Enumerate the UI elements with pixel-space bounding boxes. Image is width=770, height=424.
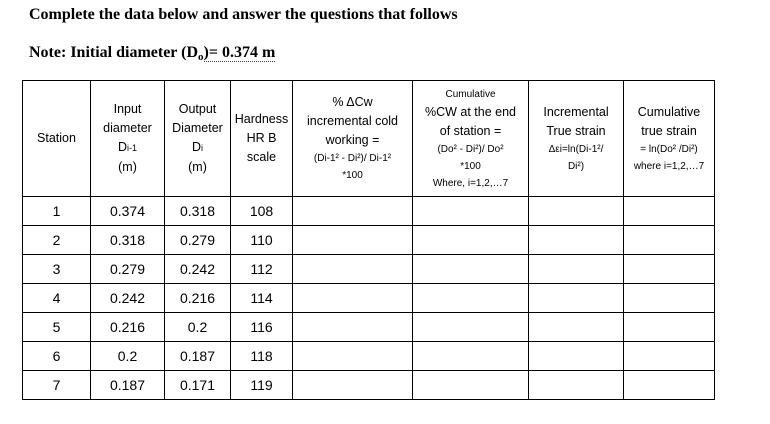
- header-station: Station: [23, 81, 91, 197]
- station-cell: 1: [23, 197, 91, 226]
- header-formula: where i=1,2,…7: [633, 160, 705, 172]
- incremental-cold-working-cell[interactable]: [293, 313, 413, 342]
- hardness-cell: 119: [231, 371, 293, 400]
- note-prefix: Note: Initial diameter (D: [29, 44, 198, 61]
- incremental-cold-working-cell[interactable]: [293, 371, 413, 400]
- header-formula: (Do² - Di²)/ Do²: [437, 143, 504, 155]
- hardness-cell: 114: [231, 284, 293, 313]
- incremental-cold-working-cell[interactable]: [293, 255, 413, 284]
- header-text: Cumulative: [637, 104, 701, 119]
- header-text: D: [117, 140, 127, 154]
- cumulative-cold-working-cell[interactable]: [413, 313, 529, 342]
- table-row: [23, 313, 715, 342]
- header-text: D: [191, 140, 202, 154]
- incremental-true-strain-cell[interactable]: [529, 313, 624, 342]
- header-hardness: [231, 81, 293, 197]
- header-text: scale: [246, 150, 277, 164]
- cumulative-true-strain-cell[interactable]: [624, 197, 715, 226]
- output-diameter-cell: 0.318: [165, 197, 231, 226]
- header-cumulative-true-strain: [624, 81, 715, 197]
- header-formula: *100: [460, 160, 481, 172]
- station-cell: 3: [23, 255, 91, 284]
- output-diameter-cell: 0.187: [165, 342, 231, 371]
- header-text: Cumulative: [445, 88, 496, 100]
- cumulative-cold-working-cell[interactable]: [413, 284, 529, 313]
- table-row: [23, 255, 715, 284]
- header-subscript: i: [201, 143, 204, 153]
- cumulative-true-strain-cell[interactable]: [624, 342, 715, 371]
- cumulative-true-strain-cell[interactable]: [624, 371, 715, 400]
- header-text: True strain: [546, 123, 606, 138]
- incremental-cold-working-cell[interactable]: [293, 284, 413, 313]
- hardness-cell: 118: [231, 342, 293, 371]
- cumulative-cold-working-cell[interactable]: [413, 197, 529, 226]
- header-text: Incremental: [543, 104, 609, 119]
- header-incremental-cold-working: [293, 81, 413, 197]
- data-table: [22, 80, 715, 400]
- cumulative-cold-working-cell[interactable]: [413, 226, 529, 255]
- note-subscript: o: [198, 51, 204, 63]
- header-formula: Di²): [567, 160, 585, 172]
- incremental-true-strain-cell[interactable]: [529, 226, 624, 255]
- hardness-cell: 116: [231, 313, 293, 342]
- table-row: [23, 226, 715, 255]
- station-cell: 6: [23, 342, 91, 371]
- incremental-cold-working-cell[interactable]: [293, 226, 413, 255]
- header-text: Output: [178, 102, 217, 116]
- cumulative-true-strain-cell[interactable]: [624, 255, 715, 284]
- header-text: Diameter: [172, 121, 223, 135]
- cumulative-true-strain-cell[interactable]: [624, 313, 715, 342]
- header-text: Input: [113, 102, 142, 116]
- output-diameter-cell: 0.279: [165, 226, 231, 255]
- output-diameter-cell: 0.2: [165, 313, 231, 342]
- cumulative-true-strain-cell[interactable]: [624, 226, 715, 255]
- header-text: (m): [188, 160, 207, 174]
- header-text: true strain: [641, 123, 697, 138]
- incremental-cold-working-cell[interactable]: [293, 197, 413, 226]
- incremental-true-strain-cell[interactable]: [529, 197, 624, 226]
- header-text: incremental cold: [306, 114, 398, 128]
- instruction-heading: Complete the data below and answer the questions that follows: [29, 6, 458, 23]
- incremental-true-strain-cell[interactable]: [529, 371, 624, 400]
- table-row: [23, 342, 715, 371]
- output-diameter-cell: 0.216: [165, 284, 231, 313]
- header-text: diameter: [103, 121, 152, 135]
- cumulative-cold-working-cell[interactable]: [413, 255, 529, 284]
- station-cell: 7: [23, 371, 91, 400]
- input-diameter-cell: 0.187: [91, 371, 165, 400]
- cumulative-true-strain-cell[interactable]: [624, 284, 715, 313]
- header-cumulative-cold-working: [413, 81, 529, 197]
- station-cell: 2: [23, 226, 91, 255]
- station-cell: 5: [23, 313, 91, 342]
- header-formula: Where, i=1,2,…7: [432, 177, 509, 189]
- hardness-cell: 108: [231, 197, 293, 226]
- header-text: Hardness: [234, 112, 289, 126]
- header-subscript: i-1: [127, 143, 138, 153]
- header-text: working =: [325, 133, 380, 147]
- input-diameter-cell: 0.242: [91, 284, 165, 313]
- header-text: (m): [118, 160, 137, 174]
- input-diameter-cell: 0.318: [91, 226, 165, 255]
- header-text: % ΔCw: [332, 95, 373, 109]
- input-diameter-cell: 0.216: [91, 313, 165, 342]
- input-diameter-cell: 0.2: [91, 342, 165, 371]
- hardness-cell: 112: [231, 255, 293, 284]
- header-formula: (Di-1² - Di²)/ Di-1²: [313, 153, 392, 164]
- note-suffix: )= 0.374 m: [203, 44, 276, 61]
- header-output-diameter: [165, 81, 231, 197]
- header-row: [23, 81, 715, 197]
- header-input-diameter: [91, 81, 165, 197]
- output-diameter-cell: 0.242: [165, 255, 231, 284]
- incremental-cold-working-cell[interactable]: [293, 342, 413, 371]
- input-diameter-cell: 0.374: [91, 197, 165, 226]
- input-diameter-cell: 0.279: [91, 255, 165, 284]
- header-formula: = ln(Do² /Di²): [640, 143, 698, 155]
- station-cell: 4: [23, 284, 91, 313]
- output-diameter-cell: 0.171: [165, 371, 231, 400]
- table-row: [23, 197, 715, 226]
- header-text: HR B: [246, 131, 277, 145]
- incremental-true-strain-cell[interactable]: [529, 342, 624, 371]
- table-row: [23, 284, 715, 313]
- cumulative-cold-working-cell[interactable]: [413, 342, 529, 371]
- cumulative-cold-working-cell[interactable]: [413, 371, 529, 400]
- hardness-cell: 110: [231, 226, 293, 255]
- initial-diameter-note: [29, 44, 275, 62]
- incremental-true-strain-cell[interactable]: [529, 284, 624, 313]
- header-text: %CW at the end: [424, 104, 516, 119]
- incremental-true-strain-cell[interactable]: [529, 255, 624, 284]
- header-text: of station =: [439, 123, 502, 138]
- header-formula: Δεi=ln(Di-1²/: [548, 143, 604, 155]
- table-row: [23, 371, 715, 400]
- header-formula: *100: [342, 170, 363, 181]
- header-incremental-true-strain: [529, 81, 624, 197]
